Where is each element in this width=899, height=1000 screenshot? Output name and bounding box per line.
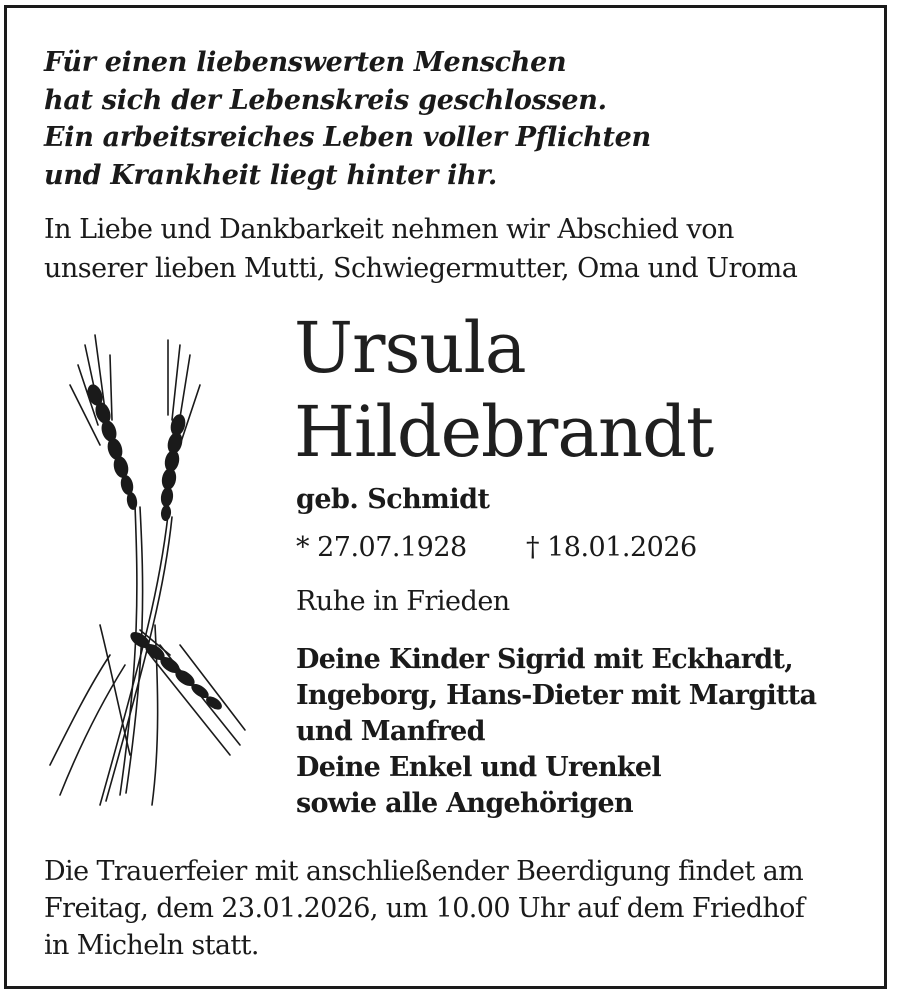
intro-text	[44, 210, 797, 288]
poem-line: und Krankheit liegt hinter ihr.	[44, 159, 497, 191]
wheat-ears-icon	[40, 325, 255, 815]
poem-line: Für einen liebenswerten Menschen	[44, 47, 567, 78]
intro-line: In Liebe und Dankbarkeit nehmen wir Abschied von	[44, 214, 734, 245]
farewell-text: Ruhe in Frieden	[296, 586, 510, 617]
funeral-line: Freitag, dem 23.01.2026, um 10.00 Uhr auf dem Friedhof	[44, 893, 805, 924]
mourners-line: sowie alle Angehörigen	[296, 788, 633, 819]
mourners-line: Ingeborg, Hans-Dieter mit Margitta	[296, 680, 817, 711]
funeral-line: in Micheln statt.	[44, 930, 259, 961]
mourners-line: Deine Enkel und Urenkel	[296, 752, 661, 783]
funeral-line: Die Trauerfeier mit anschließender Beerdigung findet am	[44, 856, 804, 887]
mourners-line: und Manfred	[296, 716, 485, 747]
birth-date: * 27.07.1928	[296, 532, 467, 563]
poem-line: Ein arbeitsreiches Leben voller Pflichten	[44, 122, 651, 153]
poem-line: hat sich der Lebenskreis geschlossen.	[44, 84, 607, 116]
mourners-list	[296, 642, 816, 822]
death-date: † 18.01.2026	[526, 532, 697, 563]
deceased-name	[294, 306, 713, 474]
funeral-details	[44, 853, 804, 964]
last-name: Hildebrandt	[294, 391, 714, 473]
mourners-line: Deine Kinder Sigrid mit Eckhardt,	[296, 644, 793, 675]
intro-line: unserer lieben Mutti, Schwiegermutter, Oma und Uroma	[44, 253, 798, 284]
maiden-name: geb. Schmidt	[296, 484, 490, 515]
first-name: Ursula	[294, 307, 526, 389]
memorial-poem	[44, 44, 651, 194]
